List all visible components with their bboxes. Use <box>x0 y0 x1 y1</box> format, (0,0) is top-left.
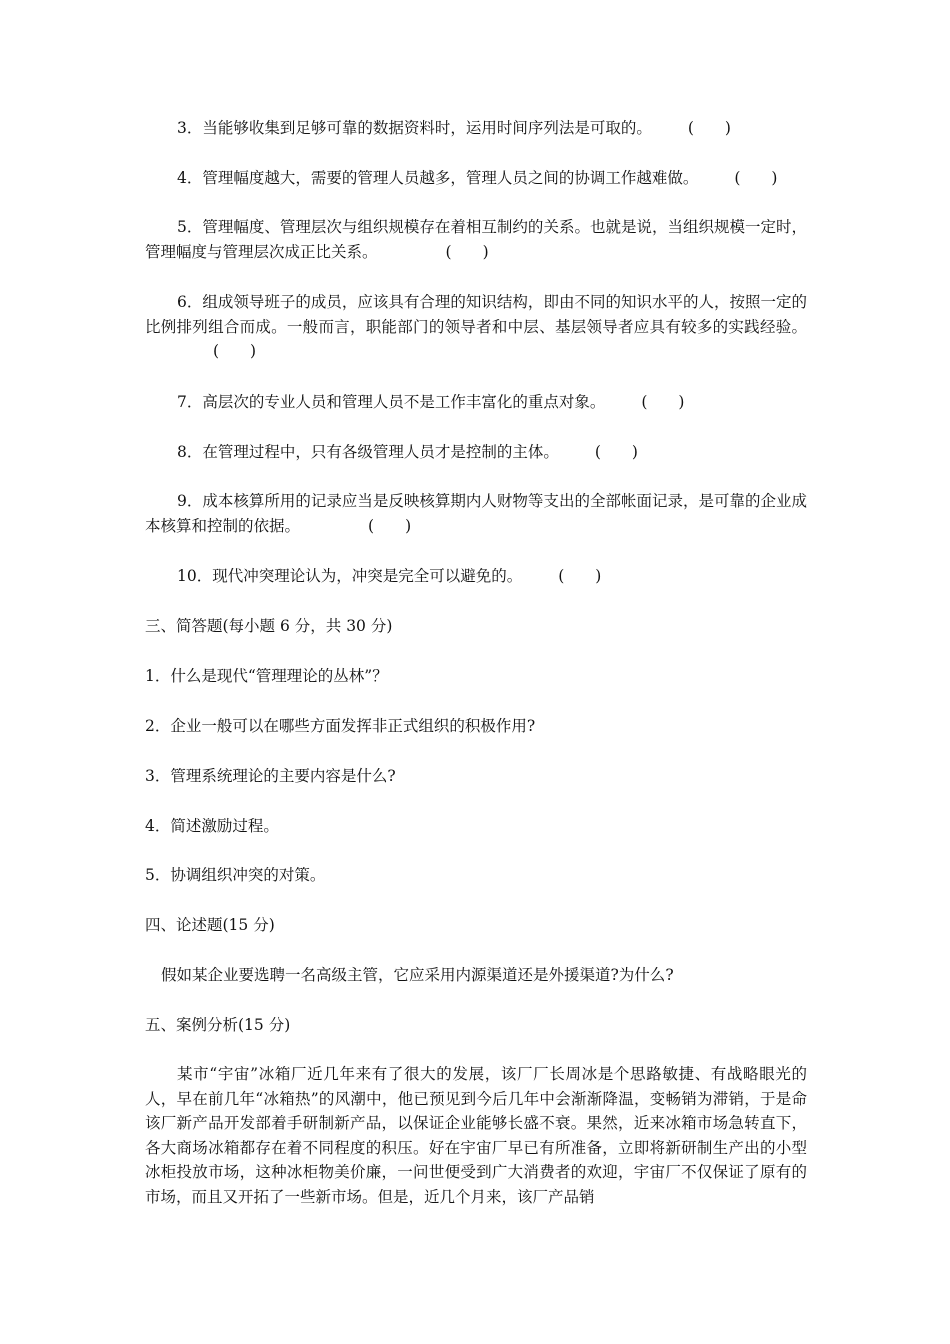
tf-item-5-text: 5．管理幅度、管理层次与组织规模存在着相互制约的关系。也就是说，当组织规模一定时，管理幅度与管理层次成正比关系。 <box>145 218 807 261</box>
short-answer-heading: 三、简答题(每小题 6 分，共 30 分) <box>145 617 393 635</box>
essay-heading: 四、论述题(15 分) <box>145 916 275 934</box>
answer-blank: ( ) <box>213 342 257 360</box>
tf-item-8 <box>177 440 839 464</box>
tf-item-6-text: 6．组成领导班子的成员，应该具有合理的知识结构，即由不同的知识水平的人，按照一定的比例排列组合而成。一般而言，职能部门的领导者和中层、基层领导者应具有较多的实践经验。 <box>145 293 807 336</box>
tf-item-5 <box>145 215 807 264</box>
case-text: 某市“宇宙”冰箱厂近几年来有了很大的发展，该厂厂长周冰是个思路敏捷、有战略眼光的人，早在前几年“冰箱热”的风潮中，他已预见到今后几年中会渐渐降温，变畅销为滞销，于是命该厂新产品开发部着手研制新产品，以保证企业能够长盛不衰。果然，近来冰箱市场急转直下，各大商场冰箱都存在着不同程度的积压。好在宇宙厂早已有所准备，立即将新研制生产出的小型冰柜投放市场，这种冰柜物美价廉，一问世便受到广大消费者的欢迎，宇宙厂不仅保证了原有的市场，而且又开拓了一些新市场。但是，近几个月来，该厂产品销 <box>145 1065 807 1206</box>
tf-item-9-text: 9．成本核算所用的记录应当是反映核算期内人财物等支出的全部帐面记录，是可靠的企业成本核算和控制的依据。 <box>145 492 807 535</box>
answer-blank: ( ) <box>445 242 489 261</box>
answer-blank: ( ) <box>594 443 638 461</box>
tf-item-9 <box>145 489 807 538</box>
answer-blank: ( ) <box>734 169 778 187</box>
answer-blank: ( ) <box>687 119 731 137</box>
tf-item-7-text: 7．高层次的专业人员和管理人员不是工作丰富化的重点对象。 <box>177 393 606 411</box>
answer-blank: ( ) <box>368 516 412 535</box>
short-answer-item-2: 2．企业一般可以在哪些方面发挥非正式组织的积极作用? <box>145 717 536 735</box>
short-answer-item-3: 3．管理系统理论的主要内容是什么? <box>145 767 396 785</box>
answer-blank: ( ) <box>558 567 602 585</box>
tf-item-3-text: 3．当能够收集到足够可靠的数据资料时，运用时间序列法是可取的。 <box>177 119 652 137</box>
tf-item-8-text: 8．在管理过程中，只有各级管理人员才是控制的主体。 <box>177 443 559 461</box>
tf-item-10-text: 10．现代冲突理论认为，冲突是完全可以避免的。 <box>177 567 523 585</box>
tf-item-6 <box>145 290 807 364</box>
answer-blank: ( ) <box>641 393 685 411</box>
short-answer-item-5: 5．协调组织冲突的对策。 <box>145 866 326 884</box>
essay-question: 假如某企业要选聘一名高级主管，它应采用内源渠道还是外援渠道?为什么? <box>161 966 674 984</box>
tf-item-4 <box>177 166 839 190</box>
short-answer-item-1: 1．什么是现代“管理理论的丛林”？ <box>145 667 388 685</box>
tf-item-7 <box>177 390 839 414</box>
tf-item-3 <box>177 116 839 140</box>
case-heading: 五、案例分析(15 分) <box>145 1016 291 1034</box>
short-answer-item-4: 4．简述激励过程。 <box>145 817 279 835</box>
tf-item-10 <box>177 564 839 588</box>
tf-item-4-text: 4．管理幅度越大，需要的管理人员越多，管理人员之间的协调工作越难做。 <box>177 169 699 187</box>
